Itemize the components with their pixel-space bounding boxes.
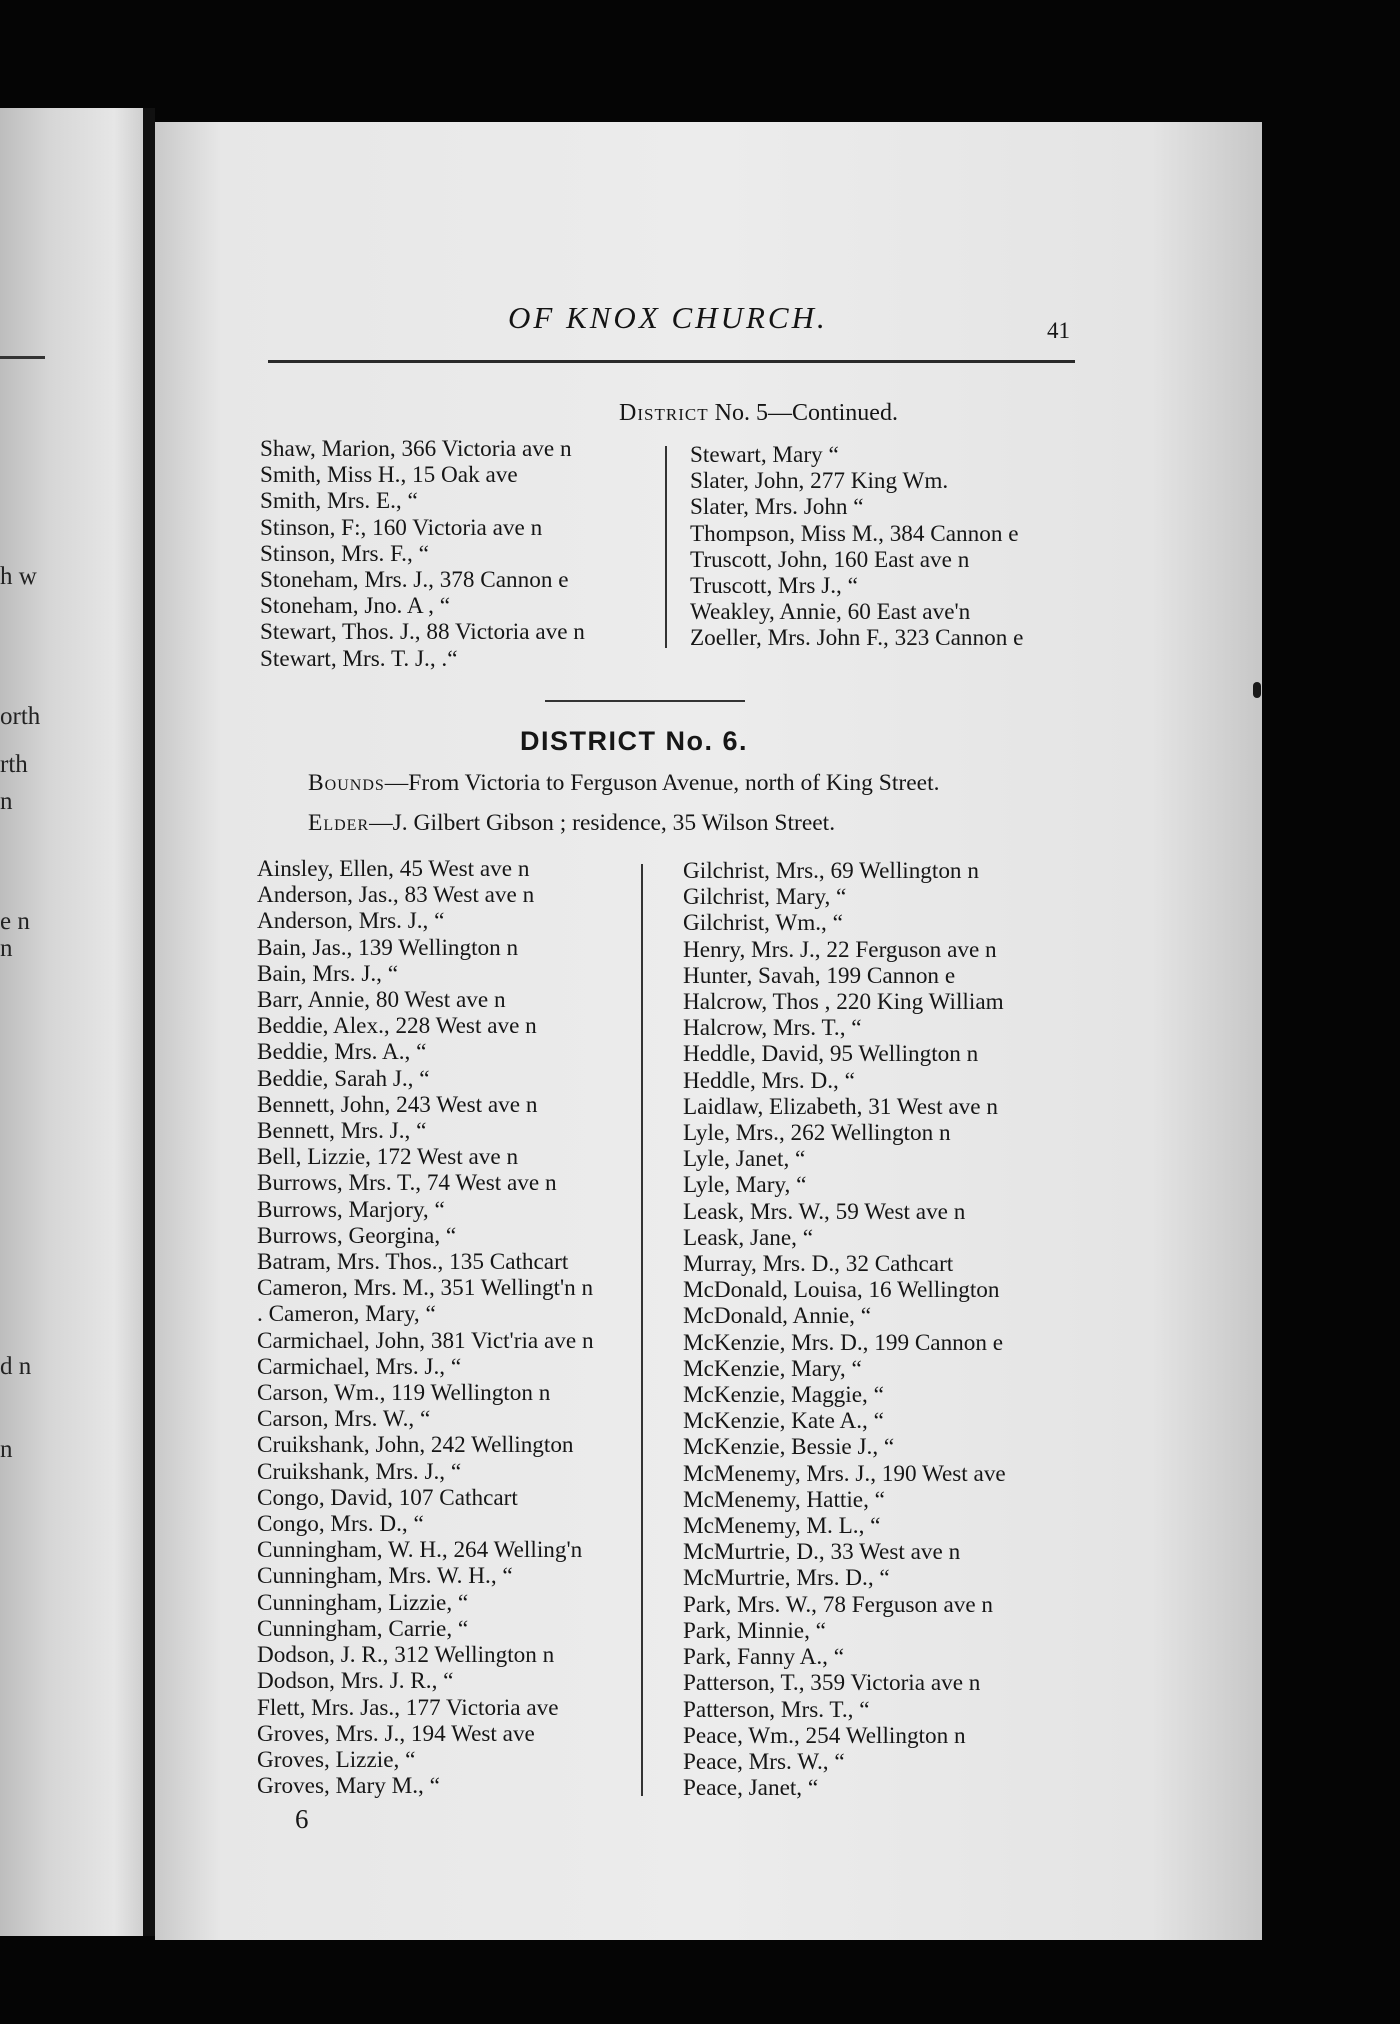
- member-entry: Beddie, Sarah J., “: [257, 1065, 430, 1092]
- member-entry: Gilchrist, Mary, “: [683, 884, 847, 911]
- column-divider: [665, 446, 667, 648]
- member-entry: Stinson, Mrs. F., “: [260, 540, 429, 567]
- member-entry: Peace, Mrs. W., “: [683, 1748, 845, 1775]
- member-entry: Cameron, Mrs. M., 351 Wellingt'n n: [257, 1275, 594, 1302]
- member-entry: Laidlaw, Elizabeth, 31 West ave n: [683, 1093, 998, 1120]
- header-rule: [268, 360, 1075, 363]
- member-entry: Slater, John, 277 King Wm.: [690, 468, 949, 495]
- member-entry: Congo, David, 107 Cathcart: [257, 1484, 518, 1511]
- member-entry: Cruikshank, Mrs. J., “: [257, 1458, 462, 1485]
- section-rule: [545, 700, 745, 702]
- page-41: [155, 122, 1262, 1940]
- member-entry: Bell, Lizzie, 172 West ave n: [257, 1144, 519, 1171]
- member-entry: Lyle, Janet, “: [683, 1146, 806, 1173]
- member-entry: Shaw, Marion, 366 Victoria ave n: [260, 436, 572, 462]
- member-entry: McDonald, Louisa, 16 Wellington: [683, 1277, 1000, 1304]
- member-entry: Stoneham, Jno. A , “: [260, 593, 451, 620]
- member-entry: Weakley, Annie, 60 East ave'n: [690, 599, 971, 626]
- member-entry: McKenzie, Mrs. D., 199 Cannon e: [683, 1329, 1004, 1356]
- member-entry: Patterson, T., 359 Victoria ave n: [683, 1670, 981, 1697]
- member-entry: Burrows, Marjory, “: [257, 1196, 445, 1223]
- member-entry: Cruikshank, John, 242 Wellington: [257, 1432, 574, 1459]
- member-entry: Cunningham, Mrs. W. H., “: [257, 1563, 513, 1590]
- district-6-heading: DISTRICT No. 6.: [520, 726, 749, 756]
- member-entry: Groves, Mrs. J., 194 West ave: [257, 1720, 535, 1747]
- district-6-left-column: [257, 856, 594, 1799]
- member-entry: Bennett, Mrs. J., “: [257, 1118, 427, 1145]
- bounds-text: —From Victoria to Ferguson Avenue, north of King Street.: [384, 770, 940, 796]
- member-entry: Anderson, Mrs. J., “: [257, 908, 445, 935]
- member-entry: Slater, Mrs. John “: [690, 494, 864, 521]
- left-page-text: h w: [0, 563, 37, 590]
- member-entry: McMenemy, M. L., “: [683, 1513, 881, 1540]
- member-entry: McMenemy, Mrs. J., 190 West ave: [683, 1460, 1006, 1487]
- member-entry: Lyle, Mrs., 262 Wellington n: [683, 1120, 951, 1147]
- member-entry: Bennett, John, 243 West ave n: [257, 1091, 538, 1118]
- bounds-label: Bounds: [308, 770, 385, 796]
- left-page-rule: [0, 356, 45, 359]
- member-entry: Heddle, David, 95 Wellington n: [683, 1041, 979, 1068]
- member-entry: Smith, Miss H., 15 Oak ave: [260, 462, 518, 489]
- member-entry: McKenzie, Bessie J., “: [683, 1434, 895, 1461]
- member-entry: Beddie, Mrs. A., “: [257, 1039, 427, 1066]
- member-entry: Carmichael, Mrs. J., “: [257, 1353, 462, 1380]
- margin-spot: [1253, 682, 1261, 698]
- district-5-left-column: [260, 436, 585, 672]
- member-entry: Cunningham, Lizzie, “: [257, 1589, 469, 1616]
- member-entry: Stinson, F:, 160 Victoria ave n: [260, 514, 543, 541]
- running-header: OF KNOX CHURCH.: [508, 300, 828, 335]
- left-page-text: d n: [0, 1353, 32, 1380]
- member-entry: Leask, Mrs. W., 59 West ave n: [683, 1198, 966, 1225]
- left-page-text: n: [0, 1436, 13, 1463]
- member-entry: Halcrow, Thos , 220 King William: [683, 989, 1004, 1016]
- left-page-fragment: [0, 108, 143, 1936]
- member-entry: Bain, Mrs. J., “: [257, 960, 399, 987]
- member-entry: Carson, Wm., 119 Wellington n: [257, 1380, 551, 1407]
- member-entry: Cunningham, Carrie, “: [257, 1615, 469, 1642]
- district-6-right-column: [683, 858, 1006, 1801]
- member-entry: Bain, Jas., 139 Wellington n: [257, 934, 519, 961]
- member-entry: Barr, Annie, 80 West ave n: [257, 987, 506, 1014]
- signature-mark: 6: [295, 1804, 309, 1834]
- member-entry: Murray, Mrs. D., 32 Cathcart: [683, 1251, 954, 1278]
- member-entry: Gilchrist, Wm., “: [683, 910, 843, 937]
- column-divider: [641, 864, 643, 1796]
- member-entry: Dodson, J. R., 312 Wellington n: [257, 1642, 555, 1669]
- member-entry: Stewart, Mary “: [690, 442, 839, 468]
- member-entry: Batram, Mrs. Thos., 135 Cathcart: [257, 1249, 569, 1276]
- member-entry: Leask, Jane, “: [683, 1224, 814, 1251]
- member-entry: Stoneham, Mrs. J., 378 Cannon e: [260, 567, 569, 594]
- member-entry: Groves, Mary M., “: [257, 1773, 440, 1800]
- left-page-text: n: [0, 935, 13, 962]
- member-entry: Groves, Lizzie, “: [257, 1746, 416, 1773]
- member-entry: Carmichael, John, 381 Vict'ria ave n: [257, 1327, 594, 1354]
- member-entry: Smith, Mrs. E., “: [260, 488, 418, 515]
- member-entry: Gilchrist, Mrs., 69 Wellington n: [683, 858, 979, 884]
- member-entry: Hunter, Savah, 199 Cannon e: [683, 962, 956, 989]
- book-gutter: [143, 108, 155, 1936]
- member-entry: McDonald, Annie, “: [683, 1303, 872, 1330]
- member-entry: Burrows, Georgina, “: [257, 1222, 457, 1249]
- elder-label: Elder: [308, 810, 370, 836]
- left-page-text: orth: [0, 703, 41, 730]
- member-entry: Peace, Wm., 254 Wellington n: [683, 1722, 966, 1749]
- member-entry: Anderson, Jas., 83 West ave n: [257, 882, 535, 909]
- member-entry: Truscott, John, 160 East ave n: [690, 546, 970, 573]
- member-entry: McMurtrie, D., 33 West ave n: [683, 1539, 961, 1566]
- left-page-text: n: [0, 788, 13, 815]
- member-entry: Thompson, Miss M., 384 Cannon e: [690, 520, 1019, 547]
- member-entry: Dodson, Mrs. J. R., “: [257, 1668, 454, 1695]
- district-5-right-column: [690, 442, 1023, 652]
- member-entry: Flett, Mrs. Jas., 177 Victoria ave: [257, 1694, 559, 1721]
- member-entry: Park, Mrs. W., 78 Ferguson ave n: [683, 1591, 994, 1618]
- member-entry: Burrows, Mrs. T., 74 West ave n: [257, 1170, 557, 1197]
- member-entry: Zoeller, Mrs. John F., 323 Cannon e: [690, 625, 1024, 652]
- member-entry: McKenzie, Maggie, “: [683, 1382, 884, 1409]
- elder-text: —J. Gilbert Gibson ; residence, 35 Wilson Street.: [369, 810, 836, 836]
- district-5-label: District: [619, 400, 709, 426]
- member-entry: Ainsley, Ellen, 45 West ave n: [257, 856, 530, 882]
- district-5-heading: [155, 400, 1262, 427]
- member-entry: Stewart, Mrs. T. J., .“: [260, 645, 458, 672]
- member-entry: McMurtrie, Mrs. D., “: [683, 1565, 890, 1592]
- member-entry: Congo, Mrs. D., “: [257, 1511, 424, 1538]
- district-5-continued: No. 5—Continued.: [714, 400, 898, 426]
- member-entry: Beddie, Alex., 228 West ave n: [257, 1013, 537, 1040]
- member-entry: Lyle, Mary, “: [683, 1172, 807, 1199]
- district-6-elder: [308, 810, 835, 837]
- member-entry: Cunningham, W. H., 264 Welling'n: [257, 1537, 583, 1564]
- member-entry: Park, Minnie, “: [683, 1617, 826, 1644]
- member-entry: . Cameron, Mary, “: [257, 1301, 436, 1328]
- member-entry: Park, Fanny A., “: [683, 1644, 845, 1671]
- member-entry: Stewart, Thos. J., 88 Victoria ave n: [260, 619, 585, 646]
- member-entry: Henry, Mrs. J., 22 Ferguson ave n: [683, 936, 997, 963]
- member-entry: Peace, Janet, “: [683, 1775, 819, 1802]
- member-entry: Heddle, Mrs. D., “: [683, 1067, 855, 1094]
- member-entry: Truscott, Mrs J., “: [690, 573, 858, 600]
- member-entry: Carson, Mrs. W., “: [257, 1406, 431, 1433]
- page-number: 41: [1047, 318, 1070, 343]
- member-entry: McKenzie, Mary, “: [683, 1355, 862, 1382]
- left-page-text: rth: [0, 751, 28, 778]
- district-6-bounds: [308, 770, 940, 797]
- member-entry: McMenemy, Hattie, “: [683, 1486, 885, 1513]
- member-entry: Patterson, Mrs. T., “: [683, 1696, 870, 1723]
- member-entry: Halcrow, Mrs. T., “: [683, 1015, 862, 1042]
- member-entry: McKenzie, Kate A., “: [683, 1408, 884, 1435]
- left-page-text: e n: [0, 908, 30, 935]
